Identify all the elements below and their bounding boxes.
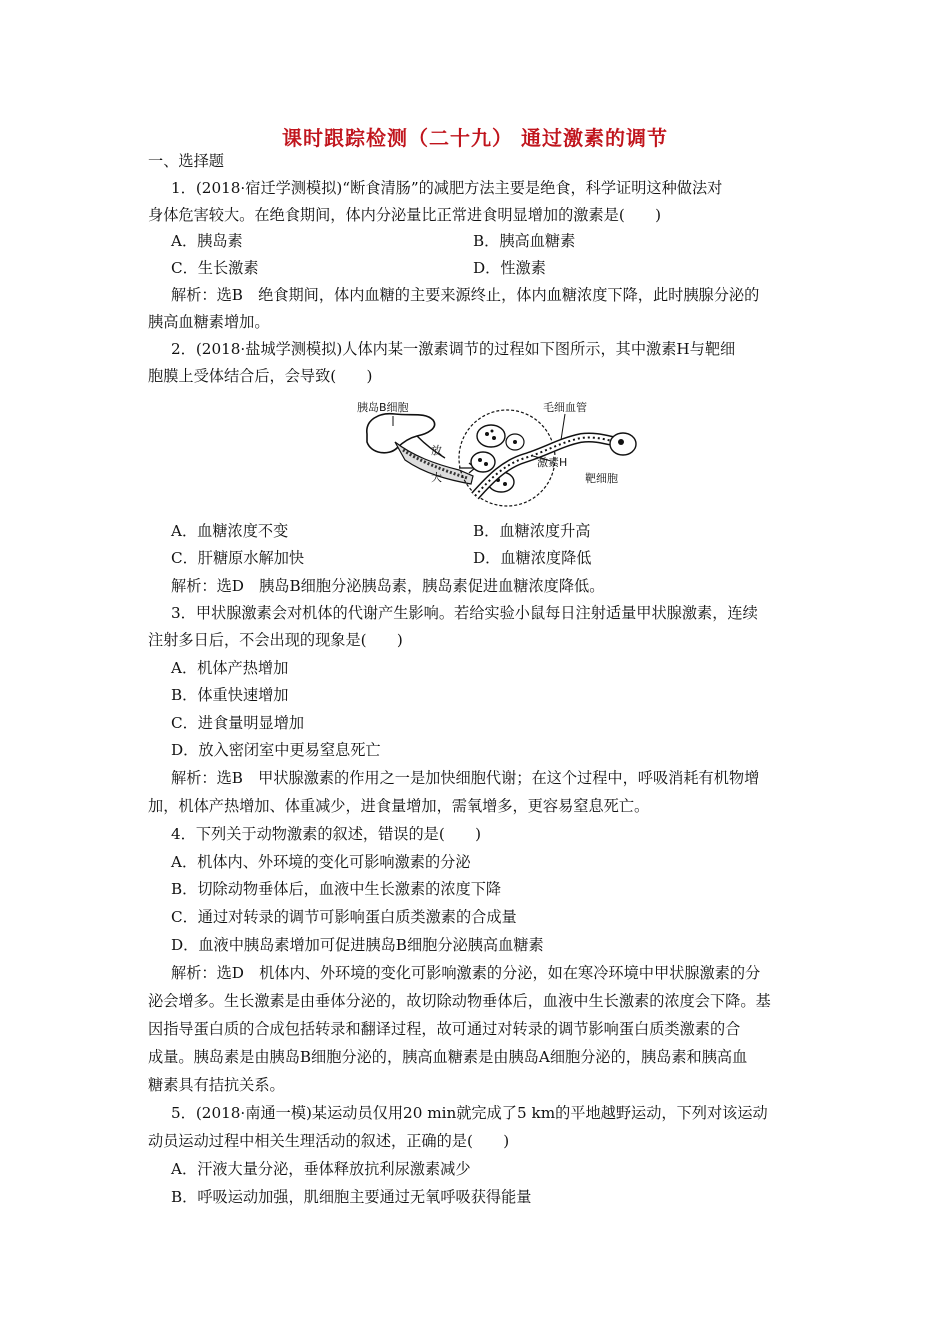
q3-option-d: D．放入密闭室中更易窒息死亡 [171,741,381,759]
q3-option-a: A．机体产热增加 [171,659,289,677]
q4-answer-line-3: 因指导蛋白质的合成包括转录和翻译过程，故可通过对转录的调节影响蛋白质类激素的合 [148,1020,741,1038]
q3-option-c: C．进食量明显增加 [171,714,305,732]
q2-stem-line-2: 胞膜上受体结合后，会导致( ) [148,367,373,385]
q4-stem-line-1: 4．下列关于动物激素的叙述，错误的是( ) [171,825,482,843]
q1-stem-line-1: 1．(2018·宿迁学测模拟)“断食清肠”的减肥方法主要是绝食，科学证明这种做法对 [171,179,723,197]
hormone-regulation-figure [355,398,640,510]
q4-option-a: A．机体内、外环境的变化可影响激素的分泌 [171,853,471,871]
q1-option-d: D．性激素 [473,259,546,277]
q2-answer-line-1: 解析：选D 胰岛B细胞分泌胰岛素，胰岛素促进血糖浓度降低。 [171,577,605,595]
q1-stem-line-2: 身体危害较大。在绝食期间，体内分泌量比正常进食明显增加的激素是( ) [148,206,662,224]
q3-stem-line-1: 3．甲状腺激素会对机体的代谢产生影响。若给实验小鼠每日注射适量甲状腺激素，连续 [171,604,758,622]
q4-option-d: D．血液中胰岛素增加可促进胰岛B细胞分泌胰高血糖素 [171,936,544,954]
q4-answer-line-5: 糖素具有拮抗关系。 [148,1076,285,1094]
q5-stem-line-1: 5．(2018·南通一模)某运动员仅用20 min就完成了5 km的平地越野运动，下列对该运动 [171,1104,768,1122]
q4-option-c: C．通过对转录的调节可影响蛋白质类激素的合成量 [171,908,517,926]
label-zoom-2: 大 [431,471,442,484]
q1-answer-line-2: 胰高血糖素增加。 [148,313,270,331]
q3-option-b: B．体重快速增加 [171,686,289,704]
q1-option-b: B．胰高血糖素 [473,232,576,250]
page-title: 课时跟踪检测（二十九） 通过激素的调节 [282,126,668,150]
q4-answer-line-1: 解析：选D 机体内、外环境的变化可影响激素的分泌，如在寒冷环境中甲状腺激素的分 [171,964,761,982]
q3-answer-line-1: 解析：选B 甲状腺激素的作用之一是加快细胞代谢；在这个过程中，呼吸消耗有机物增 [171,769,760,787]
label-zoom-1: 放 [431,444,442,457]
q1-option-a: A．胰岛素 [171,232,243,250]
q2-option-a: A．血糖浓度不变 [171,522,289,540]
q3-answer-line-2: 加，机体产热增加、体重减少，进食量增加，需氧增多，更容易窒息死亡。 [148,797,650,815]
q2-option-b: B．血糖浓度升高 [473,522,591,540]
label-hormone-h: 激素H [537,456,568,469]
q5-option-b: B．呼吸运动加强，肌细胞主要通过无氧呼吸获得能量 [171,1188,532,1206]
label-islet-b-cell: 胰岛B细胞 [357,401,409,414]
q4-answer-line-2: 泌会增多。生长激素是由垂体分泌的，故切除动物垂体后，血液中生长激素的浓度会下降。基 [148,992,771,1010]
q4-answer-line-4: 成量。胰岛素是由胰岛B细胞分泌的，胰高血糖素是由胰岛A细胞分泌的，胰岛素和胰高血 [148,1048,748,1066]
q5-stem-line-2: 动员运动过程中相关生理活动的叙述，正确的是( ) [148,1132,510,1150]
q2-stem-line-1: 2．(2018·盐城学测模拟)人体内某一激素调节的过程如下图所示，其中激素H与靶细 [171,340,736,358]
q1-option-c: C．生长激素 [171,259,259,277]
q4-option-b: B．切除动物垂体后，血液中生长激素的浓度下降 [171,880,502,898]
q3-stem-line-2: 注射多日后，不会出现的现象是( ) [148,631,403,649]
label-target-cell: 靶细胞 [585,472,618,485]
section-heading: 一、选择题 [148,152,224,170]
q2-option-c: C．肝糖原水解加快 [171,549,305,567]
q2-option-d: D．血糖浓度降低 [473,549,592,567]
q1-answer-line-1: 解析：选B 绝食期间，体内血糖的主要来源终止，体内血糖浓度下降，此时胰腺分泌的 [171,286,760,304]
label-capillary: 毛细血管 [543,401,587,414]
q5-option-a: A．汗液大量分泌，垂体释放抗利尿激素减少 [171,1160,471,1178]
